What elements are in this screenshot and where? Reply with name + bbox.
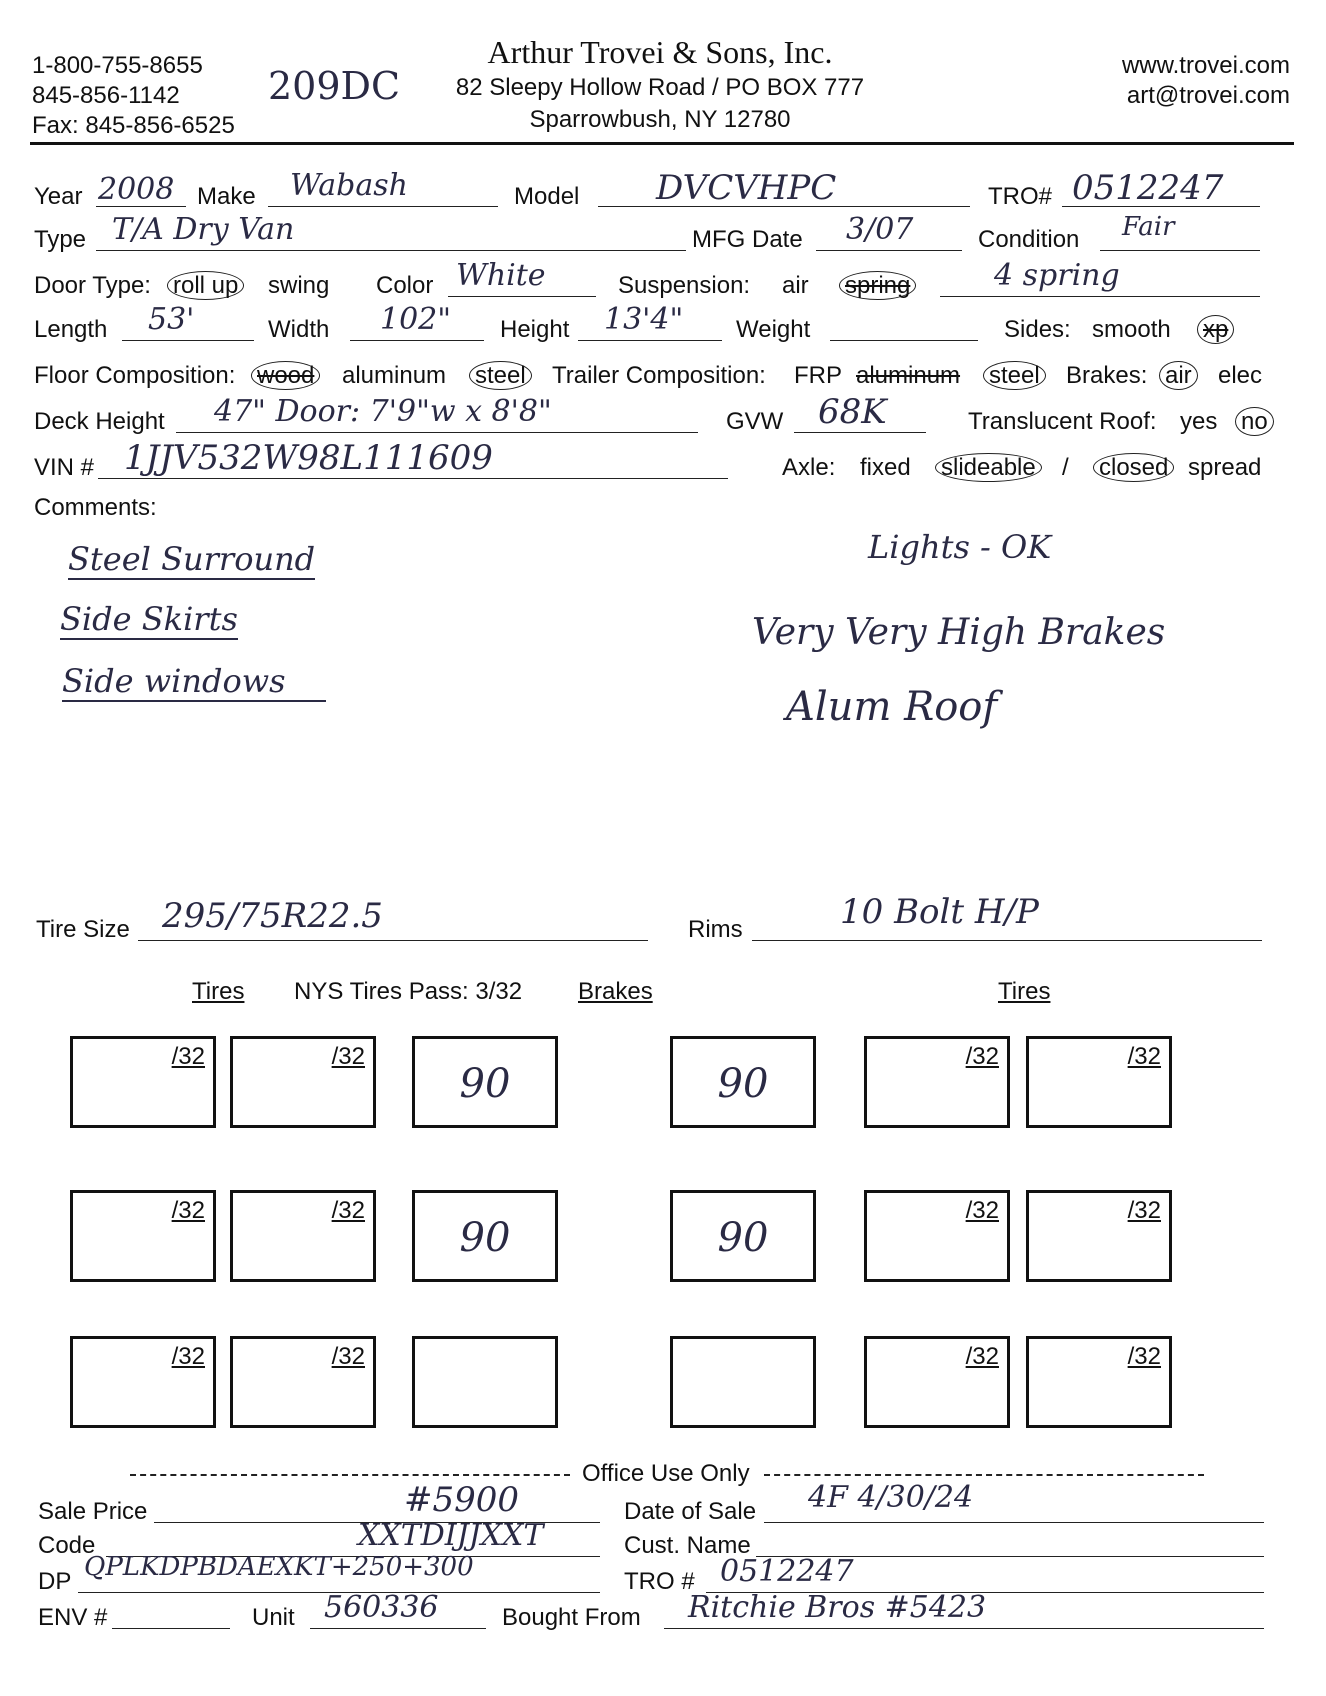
type-label: Type [34, 226, 87, 253]
office-divider-left [130, 1474, 570, 1476]
brake-box[interactable]: 90 [670, 1036, 816, 1128]
vin-line [98, 478, 728, 479]
width-value[interactable]: 102" [380, 302, 452, 337]
date-of-sale-line [764, 1522, 1264, 1523]
trailer-steel-option[interactable]: steel [988, 362, 1041, 390]
brake-box[interactable]: 90 [412, 1190, 558, 1282]
brake-box[interactable] [670, 1336, 816, 1428]
tro-label: TRO# [988, 183, 1053, 210]
tro-value[interactable]: 0512247 [1072, 168, 1224, 208]
unit-value[interactable]: 560336 [324, 1590, 439, 1625]
mfg-date-value[interactable]: 3/07 [846, 212, 914, 247]
make-value[interactable]: Wabash [290, 168, 408, 203]
tire-box[interactable]: /32 [70, 1336, 216, 1428]
tire-size-value[interactable]: 295/75R22.5 [162, 896, 383, 936]
cust-name-label: Cust. Name [624, 1532, 751, 1559]
trailer-aluminum-option[interactable]: aluminum [856, 362, 961, 389]
sides-label: Sides: [1004, 316, 1071, 343]
unit-label: Unit [252, 1604, 295, 1631]
comment-left-3: Side windows [62, 662, 326, 702]
tire-box[interactable]: /32 [864, 1336, 1010, 1428]
gvw-value[interactable]: 68K [818, 392, 887, 432]
rims-line [752, 940, 1262, 941]
company-name: Arthur Trovei & Sons, Inc. [487, 34, 833, 70]
gvw-line [794, 432, 926, 433]
translucent-yes-option[interactable]: yes [1180, 408, 1218, 435]
year-value[interactable]: 2008 [98, 172, 175, 207]
comment-left-2: Side Skirts [60, 600, 238, 638]
condition-label: Condition [978, 226, 1080, 253]
company-address-1: 82 Sleepy Hollow Road / PO BOX 777 [455, 74, 865, 101]
width-line [350, 340, 484, 341]
color-label: Color [376, 272, 434, 299]
suspension-label: Suspension: [618, 272, 751, 299]
brakes-elec-option[interactable]: elec [1218, 362, 1263, 389]
type-value[interactable]: T/A Dry Van [112, 212, 295, 247]
sides-xp-option[interactable]: xp [1202, 316, 1229, 344]
vin-value[interactable]: 1JJV532W98L111609 [124, 438, 493, 478]
deck-height-value[interactable]: 47" Door: 7'9"w x 8'8" [214, 394, 552, 429]
mfg-date-label: MFG Date [692, 226, 803, 253]
tire-box[interactable]: /32 [1026, 1336, 1172, 1428]
door-roll-up-option[interactable]: roll up [172, 272, 239, 300]
model-value[interactable]: DVCVHPC [656, 168, 837, 208]
office-use-only-title: Office Use Only [582, 1460, 750, 1487]
axle-closed-option[interactable]: closed [1098, 454, 1169, 482]
suspension-spring-option[interactable]: spring [844, 272, 911, 300]
env-label: ENV # [38, 1604, 108, 1631]
color-line [448, 296, 596, 297]
website: www.trovei.com [1121, 52, 1290, 79]
unit-line [310, 1628, 486, 1629]
height-line [578, 340, 722, 341]
suspension-value[interactable]: 4 spring [994, 258, 1120, 293]
color-value[interactable]: White [456, 258, 546, 293]
axle-spread-option[interactable]: spread [1188, 454, 1262, 481]
comment-right-3: Alum Roof [786, 684, 998, 730]
axle-slideable-option[interactable]: slideable [940, 454, 1037, 482]
brake-box[interactable]: 90 [412, 1036, 558, 1128]
bought-from-line [664, 1628, 1264, 1629]
code-label: Code [38, 1532, 96, 1559]
tire-box[interactable]: /32 [864, 1190, 1010, 1282]
tires-right-heading: Tires [998, 978, 1051, 1005]
phone-2: 845-856-1142 [32, 82, 180, 109]
sides-smooth-option[interactable]: smooth [1092, 316, 1171, 343]
tire-size-line [138, 940, 648, 941]
axle-label: Axle: [782, 454, 836, 481]
tire-box[interactable]: /32 [230, 1336, 376, 1428]
tires-left-heading: Tires [192, 978, 245, 1005]
length-label: Length [34, 316, 108, 343]
trailer-composition-label: Trailer Composition: [552, 362, 766, 389]
length-value[interactable]: 53' [148, 302, 195, 337]
floor-wood-option[interactable]: wood [256, 362, 315, 390]
date-of-sale-label: Date of Sale [624, 1498, 757, 1525]
deck-height-label: Deck Height [34, 408, 165, 435]
tire-box[interactable]: /32 [70, 1036, 216, 1128]
model-label: Model [514, 183, 580, 210]
floor-aluminum-option[interactable]: aluminum [342, 362, 447, 389]
make-label: Make [197, 183, 256, 210]
comments-label: Comments: [34, 494, 157, 521]
floor-steel-option[interactable]: steel [474, 362, 527, 390]
tire-box[interactable]: /32 [864, 1036, 1010, 1128]
sale-price-value[interactable]: #5900 [404, 1480, 520, 1520]
comment-right-2: Very Very High Brakes [752, 612, 1166, 653]
translucent-roof-label: Translucent Roof: [968, 408, 1157, 435]
date-of-sale-value[interactable]: 4F 4/30/24 [808, 1480, 974, 1515]
axle-fixed-option[interactable]: fixed [860, 454, 911, 481]
height-label: Height [500, 316, 570, 343]
condition-line [1100, 250, 1260, 251]
year-label: Year [34, 183, 83, 210]
comment-left-1: Steel Surround [68, 540, 316, 578]
axle-separator: / [1062, 454, 1069, 481]
tire-box[interactable]: /32 [230, 1190, 376, 1282]
rims-value[interactable]: 10 Bolt H/P [840, 892, 1039, 932]
bought-from-value[interactable]: Ritchie Bros #5423 [688, 1590, 987, 1625]
tire-box[interactable]: /32 [1026, 1036, 1172, 1128]
office-tro-value[interactable]: 0512247 [720, 1554, 854, 1589]
length-line [122, 340, 254, 341]
nys-tires-pass: NYS Tires Pass: 3/32 [294, 978, 523, 1005]
rims-label: Rims [688, 916, 743, 943]
comment-right-1: Lights - OK [868, 528, 1052, 566]
tire-box[interactable]: /32 [230, 1036, 376, 1128]
width-label: Width [268, 316, 330, 343]
phone-1: 1-800-755-8655 [32, 52, 203, 79]
floor-composition-label: Floor Composition: [34, 362, 236, 389]
code-value[interactable]: XXTDIJJXXT [358, 1518, 544, 1553]
office-divider-right [764, 1474, 1204, 1476]
tire-box[interactable]: /32 [1026, 1190, 1172, 1282]
company-address-2: Sparrowbush, NY 12780 [529, 106, 791, 133]
fax-number: Fax: 845-856-6525 [32, 112, 235, 139]
dp-label: DP [38, 1568, 72, 1595]
deck-height-line [176, 432, 698, 433]
brake-box[interactable] [412, 1336, 558, 1428]
type-line [96, 250, 686, 251]
weight-label: Weight [736, 316, 811, 343]
height-value[interactable]: 13'4" [604, 302, 684, 337]
tire-box[interactable]: /32 [70, 1190, 216, 1282]
make-line [268, 206, 498, 207]
bought-from-label: Bought From [502, 1604, 641, 1631]
vin-label: VIN # [34, 454, 95, 481]
gvw-label: GVW [726, 408, 784, 435]
brakes-heading: Brakes [578, 978, 653, 1005]
office-tro-label: TRO # [624, 1568, 695, 1595]
handwritten-code: 209DC [268, 64, 401, 108]
dp-value[interactable]: QPLKDPBDAEXKT+250+300 [84, 1552, 474, 1582]
email: art@trovei.com [1126, 82, 1290, 109]
suspension-line [940, 296, 1260, 297]
sale-price-label: Sale Price [38, 1498, 148, 1525]
trailer-frp-option[interactable]: FRP [794, 362, 842, 389]
brakes-air-option[interactable]: air [1164, 362, 1193, 390]
weight-line [830, 340, 978, 341]
suspension-air-option[interactable]: air [782, 272, 809, 299]
brakes-label: Brakes: [1066, 362, 1148, 389]
door-swing-option[interactable]: swing [268, 272, 330, 299]
brake-box[interactable]: 90 [670, 1190, 816, 1282]
door-type-label: Door Type: [34, 272, 151, 299]
condition-value[interactable]: Fair [1122, 212, 1175, 242]
tire-size-label: Tire Size [36, 916, 130, 943]
env-line [112, 1628, 230, 1629]
translucent-no-option[interactable]: no [1240, 408, 1269, 436]
mfg-date-line [816, 250, 962, 251]
header-divider [30, 142, 1294, 145]
